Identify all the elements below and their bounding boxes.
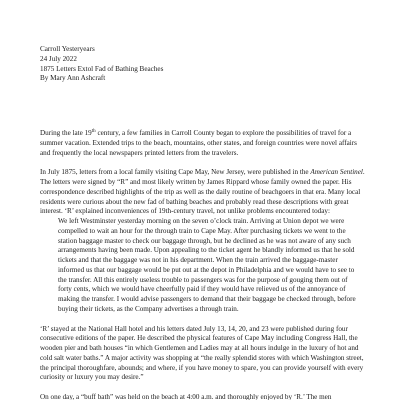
paragraph-letters-text-b: . The letters were signed by “R” and most likely written by James Rippard whose family owned the paper. His correspondence described highlights of the trip as well as the daily routine of beachgoers in that era. Many local residents were curious about the new fad of bathing beaches and probably read these descriptions with great interest. ‘R’ explained inconveniences of 19th-century travel, not unlike problems encountered today: xyxy=(40,168,365,216)
byline: By Mary Ann Ashcraft xyxy=(40,74,106,83)
article-header xyxy=(40,45,366,84)
publication-date: 24 July 2022 xyxy=(40,54,77,63)
newspaper-name: American Sentinel xyxy=(310,168,363,177)
paragraph-letters-text-a: In July 1875, letters from a local family visiting Cape May, New Jersey, were published in the xyxy=(40,168,311,177)
block-quote: We left Westminster yesterday morning on the seven o’clock train. Arriving at Union depot we were compelled to wait an hour for the through train to Cape May. After purchasing tickets we went to the station baggage master to check our baggage through, but he declined as he was not aware of any such arrangements having been made. Upon appealing to the ticket agent he blandly informed us that he sold tickets and that the baggage was not in his department. When the train arrived the baggage-master informed us that our baggage would be put out at the depot in Philadelphia and we would have to see to the transfer. All this entirely useless trouble to passengers was for the purpose of gouging them out of forty cents, which we would have cheerfully paid if they would have relieved us of the annoyance of making the transfer. I would advise passengers to demand that their baggage be checked through, before buying their tickets, as the Company advertises a through train. xyxy=(58,217,356,313)
paragraph-buff-bath: On one day, a “buff bath” was held on the beach at 4:00 a.m. and thoroughly enjoyed by ‘R.’ The men xyxy=(40,393,332,400)
paragraph-letters xyxy=(40,168,366,217)
article-title: 1875 Letters Extol Fad of Bathing Beaches xyxy=(40,64,164,73)
paragraph-intro-text-a: During the late 19 xyxy=(40,129,92,137)
ordinal-suffix: th xyxy=(91,129,96,134)
paragraph-intro-text-b: century, a few families in Carroll County began to explore the possibilities of travel for a summer vacation. Extended trips to the beach, mountains, other states, and foreign countries were novel affairs and frequently the local newspapers printed letters from the travelers. xyxy=(40,129,357,157)
column-name: Carroll Yesteryears xyxy=(40,45,95,53)
article xyxy=(40,45,366,400)
paragraph-hotel: ‘R’ stayed at the National Hall hotel and his letters dated July 13, 14, 20, and 23 were published during four consecutive editions of the paper. He described the physical features of Cape May including Congress Hall, the wooden pier and bath houses “in which Gentlemen and Ladies may at all hours indulge in the luxury of hot and cold salt water baths.” A major activity was shopping at “the really splendid stores with which Washington street, the principal thoroughfare, abounds; and where, if you have money to spare, you can provide yourself with every curiosity or luxury you may desire.” xyxy=(40,324,364,382)
paragraph-intro xyxy=(40,129,366,158)
